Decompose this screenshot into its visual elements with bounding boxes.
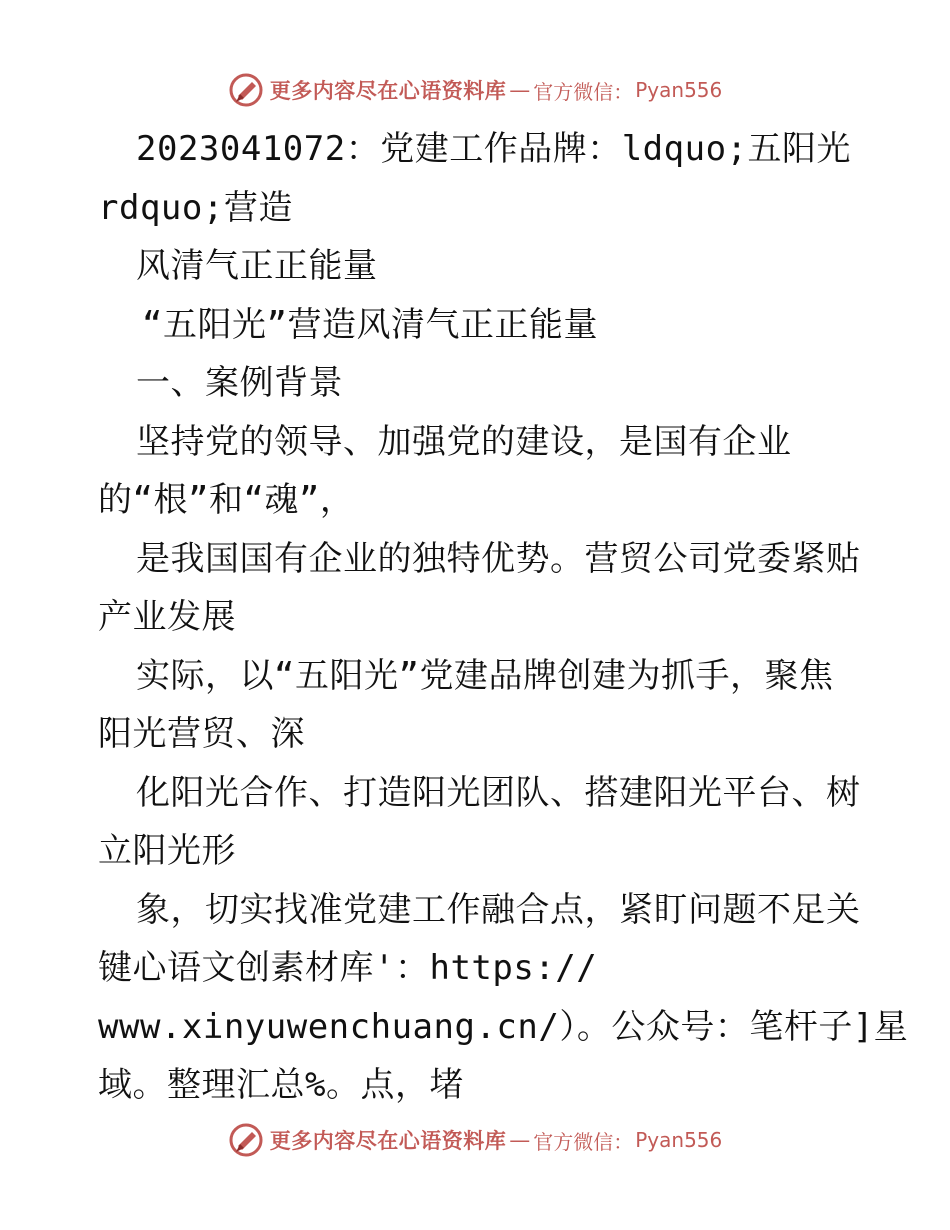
header-watermark	[0, 70, 950, 110]
paragraph-line: 化阳光合作、打造阳光团队、搭建阳光平台、树	[136, 772, 861, 813]
watermark-separator: —	[509, 78, 531, 102]
watermark-wechat-label: 官方微信：	[533, 1129, 634, 1154]
doc-heading: “五阳光”营造风清气正正能量	[142, 304, 598, 345]
footer-watermark	[0, 1120, 950, 1160]
watermark-wechat-label: 官方微信：	[533, 79, 634, 104]
logo-icon	[228, 1122, 264, 1158]
paragraph-line: 产业发展	[98, 597, 236, 637]
doc-title-line-1: 2023041072：党建工作品牌：ldquo;五阳光	[136, 129, 852, 169]
watermark-wechat-id: Pyan556	[635, 1128, 723, 1152]
watermark-promo-text: 更多内容尽在心语资料库	[269, 78, 507, 103]
logo-icon	[228, 72, 264, 108]
watermark-promo-text: 更多内容尽在心语资料库	[269, 1128, 507, 1153]
paragraph-line: 的“根”和“魂”，	[98, 480, 355, 520]
paragraph-line: 立阳光形	[98, 831, 236, 871]
watermark-separator: —	[509, 1128, 531, 1152]
doc-title-line-2: rdquo;营造	[98, 187, 293, 228]
paragraph-line: 域。整理汇总%。点，堵	[98, 1065, 464, 1105]
paragraph-line: 是我国国有企业的独特优势。营贸公司党委紧贴	[136, 538, 861, 579]
watermark-wechat-id: Pyan556	[635, 78, 723, 102]
paragraph-line: 阳光营贸、深	[98, 714, 305, 754]
paragraph-line: www.xinyuwenchuang.cn/）。公众号：笔杆子]星	[98, 1006, 909, 1047]
paragraph-line: 象，切实找准党建工作融合点，紧盯问题不足关	[136, 889, 861, 930]
paragraph-line: 坚持党的领导、加强党的建设，是国有企业	[136, 421, 792, 462]
section-heading: 一、案例背景	[136, 363, 343, 403]
document-body	[98, 120, 909, 1115]
paragraph-line: 键心语文创素材库'：https://	[98, 948, 598, 988]
paragraph-line: 实际，以“五阳光”党建品牌创建为抓手，聚焦	[136, 655, 834, 696]
doc-title-line-3: 风清气正正能量	[136, 246, 378, 286]
